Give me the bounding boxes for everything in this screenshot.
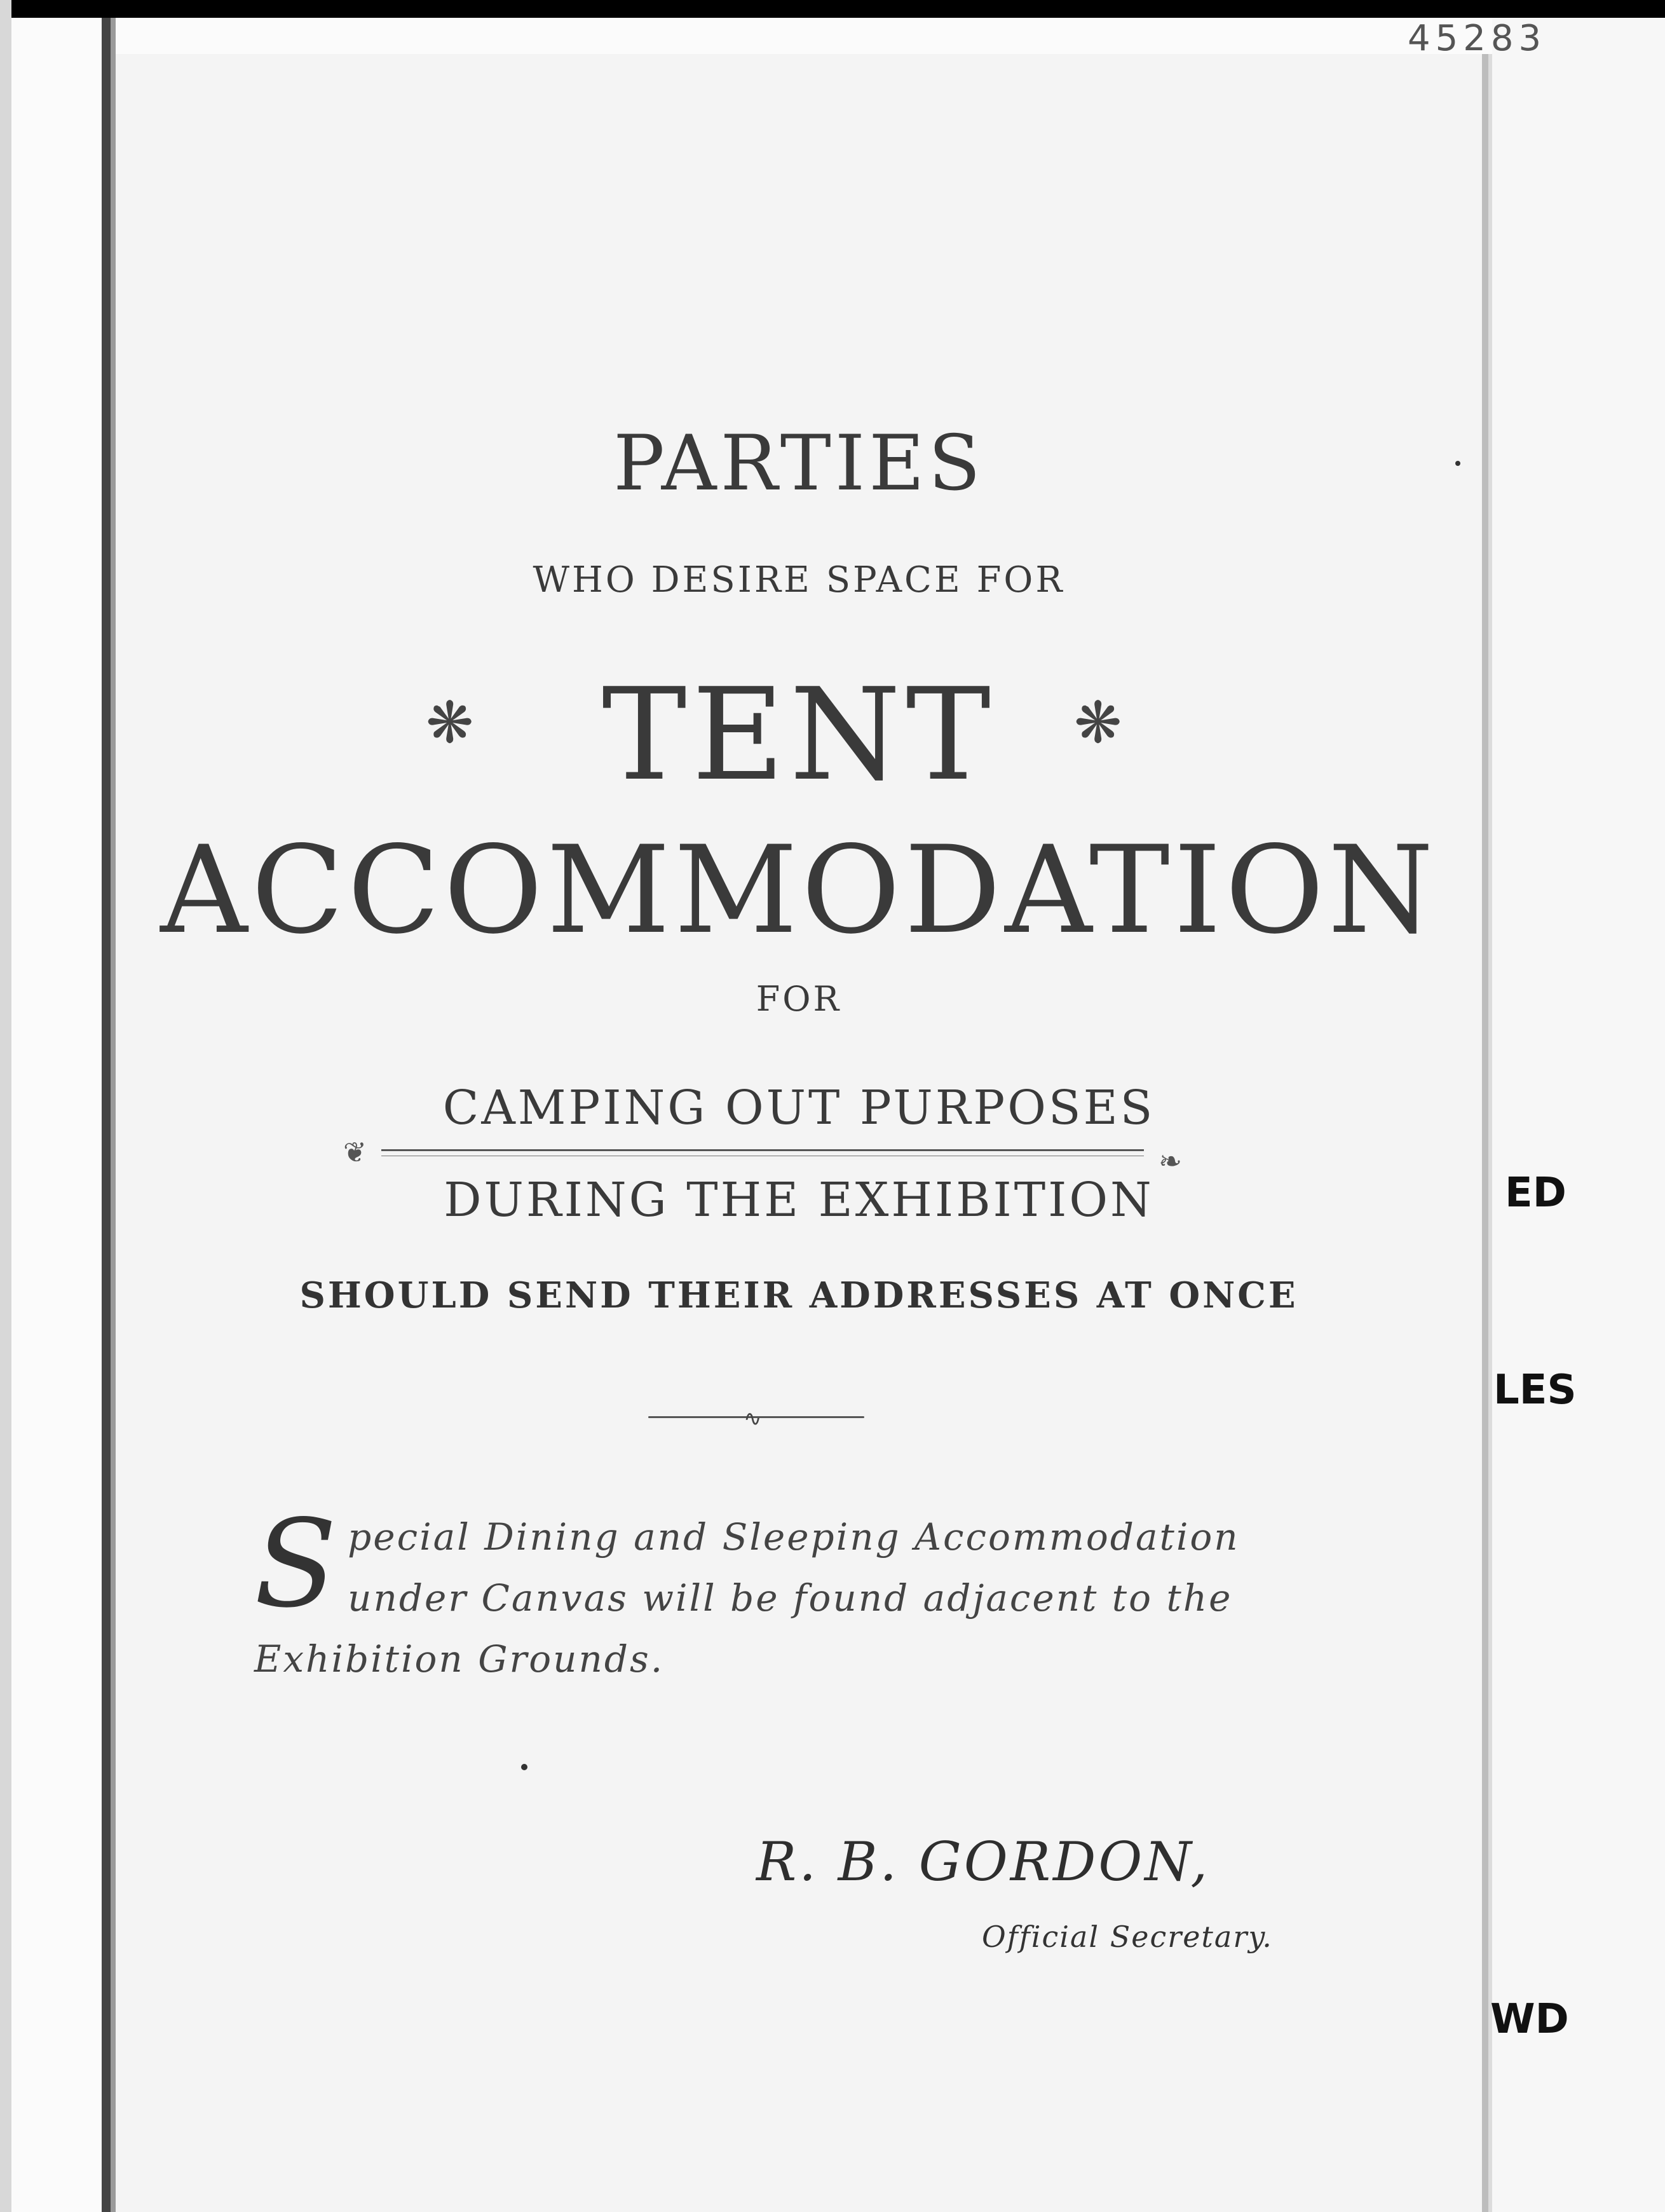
subheading: WHO DESIRE SPACE FOR [533, 559, 1065, 601]
scroll-flourish-icon: ❦ [343, 1137, 367, 1169]
title-line-1: TENT [602, 661, 996, 809]
ornamental-rule [343, 1137, 1182, 1178]
signatory-title: Official Secretary. [982, 1920, 1273, 1954]
binding-shadow [111, 18, 116, 2212]
adjacent-page [1492, 18, 1665, 2212]
archive-number: 45283 [1408, 18, 1547, 59]
rule-divider-icon [648, 1405, 864, 1430]
purpose-line-1: CAMPING OUT PURPOSES [442, 1081, 1155, 1135]
divider-knot: ∿ [744, 1406, 762, 1431]
purpose-line-2: DURING THE EXHIBITION [444, 1173, 1154, 1227]
binding-fold [102, 18, 111, 2212]
asterisk-flower-icon: ❋ [426, 690, 474, 756]
notice-paragraph [254, 1494, 1265, 1690]
for-word: FOR [756, 979, 842, 1019]
drop-cap: S [254, 1494, 339, 1634]
adjacent-page-fragment: ED [1505, 1170, 1566, 1217]
instruction: SHOULD SEND THEIR ADDRESSES AT ONCE [299, 1274, 1298, 1316]
title-line-2: ACCOMMODATION [160, 820, 1437, 960]
page-edge [1488, 54, 1492, 2212]
speck [1455, 461, 1460, 466]
rule-line [381, 1149, 1144, 1151]
signatory-name: R. B. GORDON, [756, 1831, 1211, 1893]
scroll-flourish-icon: ❧ [1159, 1145, 1182, 1178]
adjacent-page-fragment: WD [1490, 1996, 1569, 2043]
speck [521, 1764, 527, 1770]
heading: PARTIES [613, 420, 984, 508]
asterisk-flower-icon: ❋ [1074, 690, 1122, 756]
scan-left-border [0, 0, 11, 2212]
scan-top-border [0, 0, 1665, 18]
notice-text: pecial Dining and Sleeping Accommodation under Canvas will be found adjacent to the Exhibition Grounds. [254, 1515, 1240, 1681]
adjacent-page-fragment: LES [1493, 1367, 1577, 1414]
